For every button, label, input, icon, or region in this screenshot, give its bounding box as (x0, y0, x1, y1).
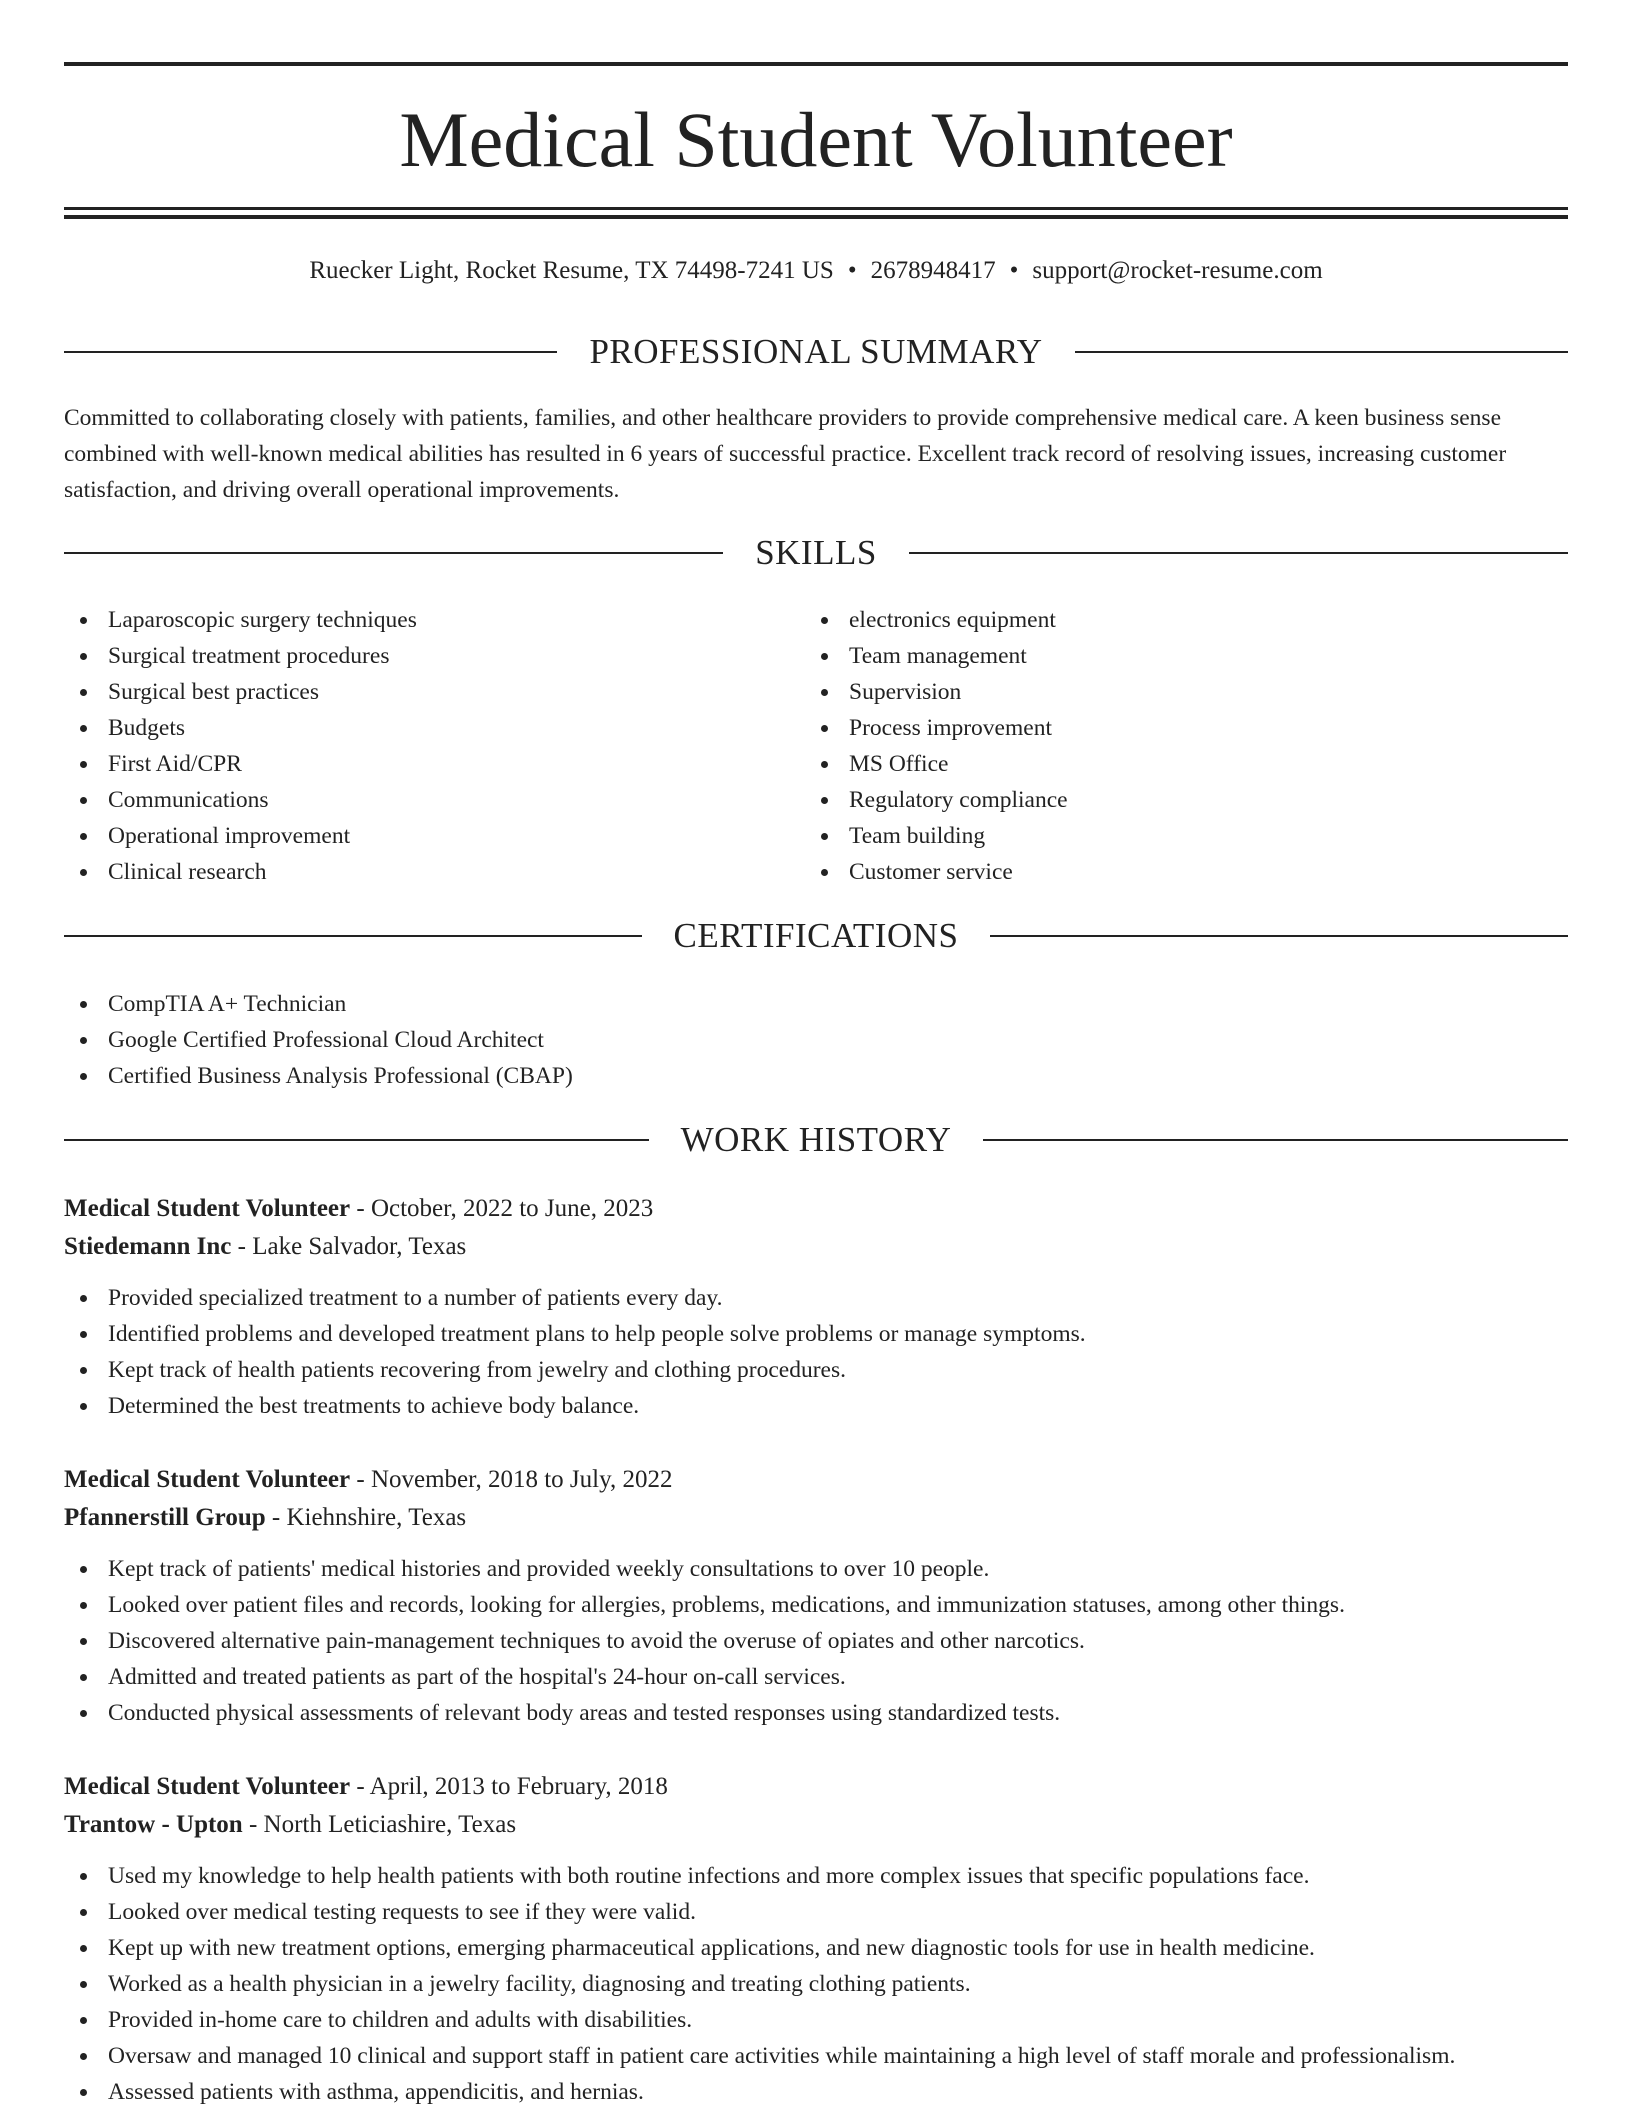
job-entry (64, 1461, 1568, 1731)
header-double-rule-lower (64, 215, 1568, 219)
summary-text: Committed to collaborating closely with patients, families, and other healthcare providers to provide comprehensive medical care. A keen business sense combined with well-known medical abilities has resulted in 6 years of successful practice. Excellent track record of resolving issues, increasing customer satisfaction, and driving overall operational improvements. (64, 405, 1507, 503)
job-duty-item: Conducted physical assessments of relevant body areas and tested responses using standardized tests. (64, 1695, 1568, 1731)
heading-rule-right (983, 1139, 1568, 1141)
skill-item: Supervision (805, 674, 1505, 710)
job-title-line (64, 1768, 1568, 1806)
skill-item: electronics equipment (805, 602, 1505, 638)
section-title-certifications: CERTIFICATIONS (673, 916, 959, 955)
job-duties-list (64, 1280, 1568, 1424)
contact-phone: 2678948417 (870, 257, 996, 284)
heading-rule-left (64, 552, 723, 554)
skill-item: MS Office (805, 746, 1505, 782)
job-duty-item: Oversaw and managed 10 clinical and support staff in patient care activities while maintaining a high level of staff morale and professionalism. (64, 2038, 1568, 2074)
certification-item: Google Certified Professional Cloud Architect (64, 1022, 1264, 1058)
heading-rule-left (64, 351, 557, 353)
job-duty-item: Kept up with new treatment options, emerging pharmaceutical applications, and new diagnostic tools for use in health medicine. (64, 1930, 1568, 1966)
job-duty-item: Looked over patient files and records, looking for allergies, problems, medications, and immunization statuses, among other things. (64, 1587, 1568, 1623)
certification-item: Certified Business Analysis Professional (CBAP) (64, 1058, 1264, 1094)
contact-address: Ruecker Light, Rocket Resume, TX 74498-7241 US (309, 257, 834, 284)
job-company-line (64, 1806, 1568, 1844)
job-title: Medical Student Volunteer (64, 1466, 351, 1493)
skill-item: Surgical treatment procedures (64, 638, 744, 674)
skill-item: Team management (805, 638, 1505, 674)
skill-item: Team building (805, 818, 1505, 854)
heading-rule-left (64, 1139, 649, 1141)
skill-item: Operational improvement (64, 818, 744, 854)
job-title: Medical Student Volunteer (64, 1195, 351, 1222)
job-company: Stiedemann Inc (64, 1233, 232, 1260)
skill-item: Regulatory compliance (805, 782, 1505, 818)
skill-item: Communications (64, 782, 744, 818)
job-location: - Lake Salvador, Texas (231, 1233, 467, 1260)
section-title-skills: SKILLS (755, 533, 877, 572)
skill-item: Budgets (64, 710, 744, 746)
job-dates: - October, 2022 to June, 2023 (350, 1195, 654, 1222)
job-company-line (64, 1228, 1568, 1266)
job-duty-item: Provided specialized treatment to a number of patients every day. (64, 1280, 1568, 1316)
contact-separator: • (1009, 257, 1019, 284)
job-location: - North Leticiashire, Texas (242, 1811, 517, 1838)
heading-rule-right (990, 935, 1568, 937)
section-heading-skills (64, 531, 1568, 575)
job-company: Pfannerstill Group (64, 1504, 266, 1531)
job-duties-list (64, 1551, 1568, 1731)
job-dates: - November, 2018 to July, 2022 (350, 1466, 673, 1493)
job-title-line (64, 1190, 1568, 1228)
skill-item: Clinical research (64, 854, 744, 890)
job-duty-item: Looked over medical testing requests to see if they were valid. (64, 1894, 1568, 1930)
job-duty-item: Worked as a health physician in a jewelry facility, diagnosing and treating clothing patients. (64, 1966, 1568, 2002)
section-heading-work-history (64, 1118, 1568, 1162)
skills-list-left (64, 602, 744, 890)
contact-email: support@rocket-resume.com (1032, 257, 1323, 284)
job-company-line (64, 1499, 1568, 1537)
job-title: Medical Student Volunteer (64, 1773, 351, 1800)
job-duty-item: Assessed patients with asthma, appendicitis, and hernias. (64, 2074, 1568, 2110)
job-duty-item: Admitted and treated patients as part of the hospital's 24-hour on-call services. (64, 1659, 1568, 1695)
job-duty-item: Provided in-home care to children and adults with disabilities. (64, 2002, 1568, 2038)
certification-item: CompTIA A+ Technician (64, 986, 1264, 1022)
section-title-summary: PROFESSIONAL SUMMARY (589, 332, 1043, 371)
skill-item: Process improvement (805, 710, 1505, 746)
skill-item: First Aid/CPR (64, 746, 744, 782)
job-duty-item: Discovered alternative pain-management techniques to avoid the overuse of opiates and other narcotics. (64, 1623, 1568, 1659)
skill-item: Customer service (805, 854, 1505, 890)
heading-rule-left (64, 935, 642, 937)
resume-name: Medical Student Volunteer (399, 96, 1233, 183)
heading-rule-right (909, 552, 1568, 554)
section-heading-summary (64, 330, 1568, 374)
job-duty-item: Determined the best treatments to achieve body balance. (64, 1388, 1568, 1424)
skill-item: Laparoscopic surgery techniques (64, 602, 744, 638)
job-dates: - April, 2013 to February, 2018 (350, 1773, 668, 1800)
skills-list-right (805, 602, 1505, 890)
job-entry (64, 1190, 1568, 1424)
job-entry (64, 1768, 1568, 2110)
section-title-work-history: WORK HISTORY (680, 1120, 952, 1159)
contact-separator: • (847, 257, 857, 284)
skill-item: Surgical best practices (64, 674, 744, 710)
job-company: Trantow - Upton (64, 1811, 243, 1838)
heading-rule-right (1075, 351, 1568, 353)
certifications-list (64, 986, 1264, 1094)
job-title-line (64, 1461, 1568, 1499)
job-duty-item: Used my knowledge to help health patients with both routine infections and more complex issues that specific populations face. (64, 1858, 1568, 1894)
header-double-rule-upper (64, 207, 1568, 210)
header-top-rule (64, 62, 1568, 66)
job-location: - Kiehnshire, Texas (265, 1504, 467, 1531)
section-heading-certifications (64, 914, 1568, 958)
job-duties-list (64, 1858, 1568, 2110)
job-duty-item: Kept track of patients' medical histories and provided weekly consultations to over 10 people. (64, 1551, 1568, 1587)
contact-line (64, 253, 1568, 289)
job-duty-item: Identified problems and developed treatment plans to help people solve problems or manage symptoms. (64, 1316, 1568, 1352)
job-duty-item: Kept track of health patients recovering from jewelry and clothing procedures. (64, 1352, 1568, 1388)
